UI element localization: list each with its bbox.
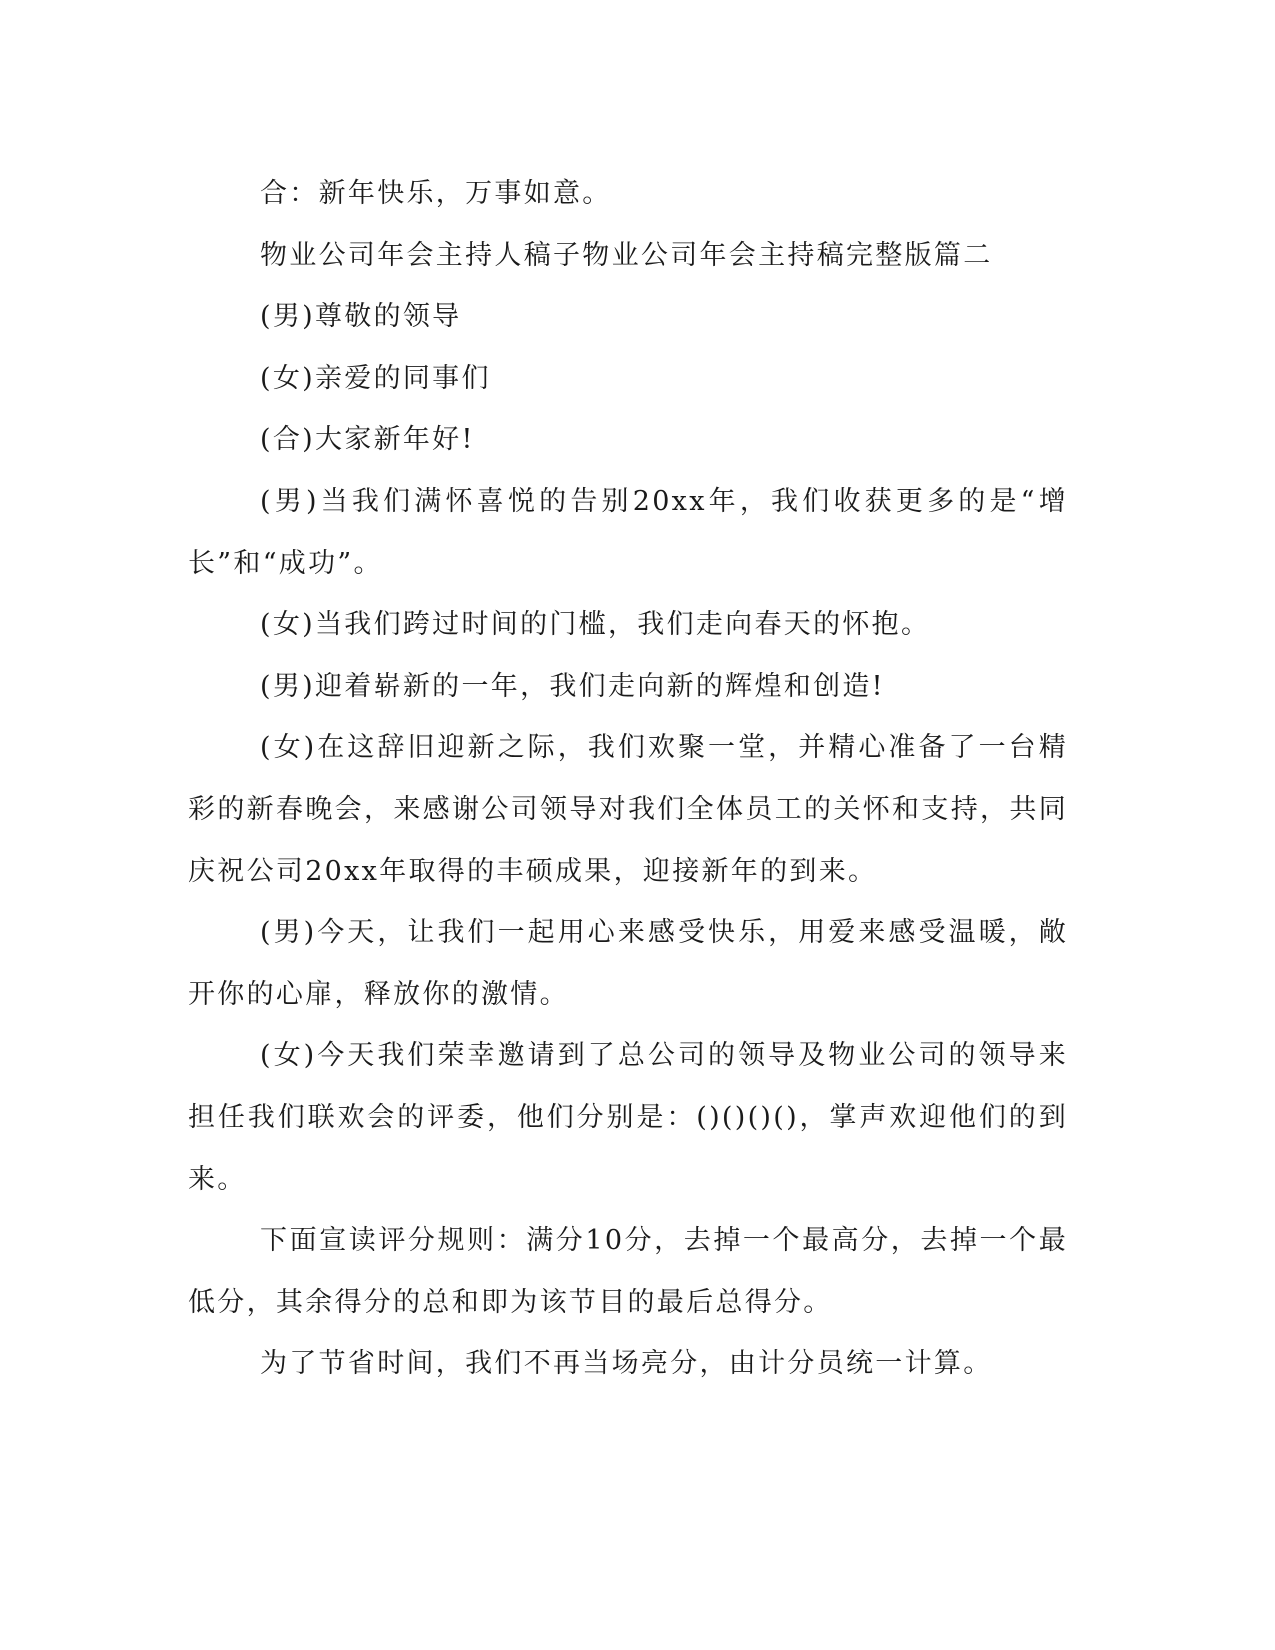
paragraph-feel-joy: (男)今天，让我们一起用心来感受快乐，用爱来感受温暖，敞开你的心扉，释放你的激情。 — [188, 917, 1068, 1010]
paragraph-new-year: (男)迎着崭新的一年，我们走向新的辉煌和创造! — [260, 670, 885, 702]
paragraph-greeting-all: (合)大家新年好! — [260, 424, 475, 456]
paragraph-gala-intro: (女)在这辞旧迎新之际，我们欢聚一堂，并精心准备了一台精彩的新春晚会，来感谢公司领导对我们全体员工的关怀和支持，共同庆祝公司20xx年取得的丰硕成果，迎接新年的到来。 — [188, 732, 1068, 887]
paragraph-closing-line: 合：新年快乐，万事如意。 — [260, 178, 612, 209]
paragraph-greeting-colleagues: (女)亲爱的同事们 — [260, 362, 491, 394]
paragraph-spring: (女)当我们跨过时间的门槛，我们走向春天的怀抱。 — [260, 609, 931, 641]
document-body — [188, 163, 1068, 1395]
paragraph-scoring-rules: 下面宣读评分规则：满分10分，去掉一个最高分，去掉一个最低分，其余得分的总和即为该节目的最后总得分。 — [188, 1225, 1068, 1318]
paragraph-judges: (女)今天我们荣幸邀请到了总公司的领导及物业公司的领导来担任我们联欢会的评委，他们分别是：()()()()，掌声欢迎他们的到来。 — [188, 1040, 1068, 1195]
paragraph-greeting-leaders: (男)尊敬的领导 — [260, 301, 462, 333]
paragraph-save-time: 为了节省时间，我们不再当场亮分，由计分员统一计算。 — [260, 1348, 993, 1380]
paragraph-farewell-year: (男)当我们满怀喜悦的告别20xx年，我们收获更多的是“增长”和“成功”。 — [188, 485, 1068, 579]
paragraph-section-title: 物业公司年会主持人稿子物业公司年会主持稿完整版篇二 — [260, 239, 993, 271]
